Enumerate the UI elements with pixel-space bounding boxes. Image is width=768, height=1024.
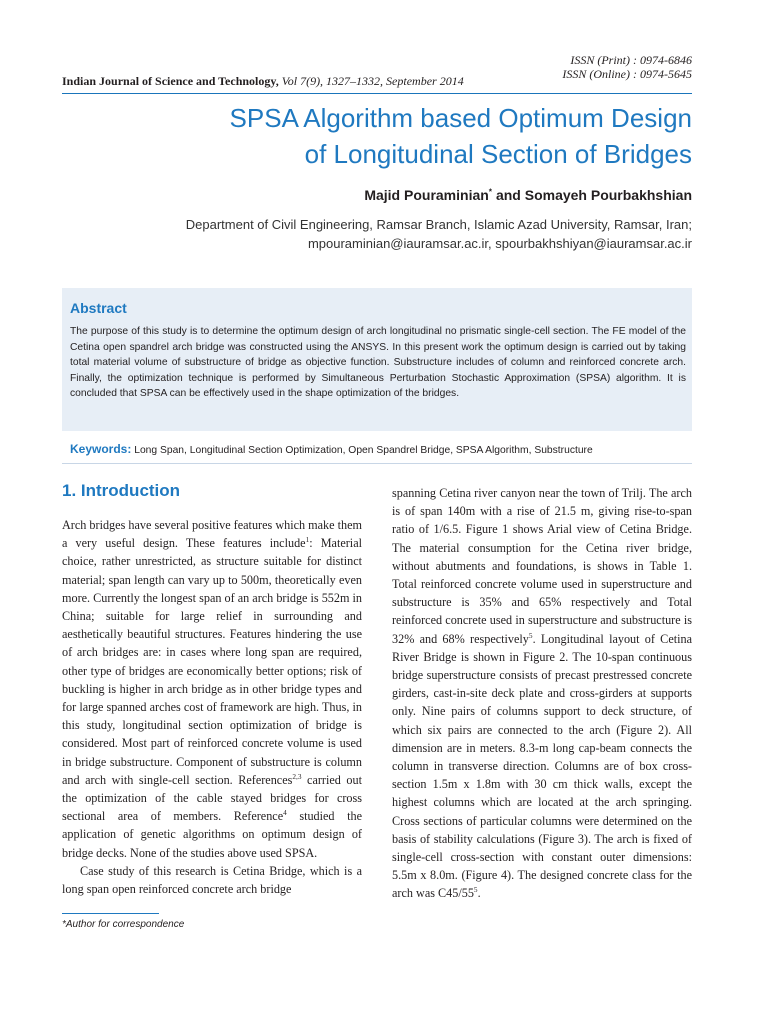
correspondence-mark: * [488, 186, 493, 197]
body-column-left [62, 516, 362, 898]
paragraph-text: studied the application of genetic algorithms on optimum design of bridge decks. None of the studies above used SPSA. [62, 809, 362, 860]
citation-ref[interactable]: 4 [283, 808, 287, 818]
citation-ref[interactable]: 5 [473, 885, 478, 895]
journal-name: Indian Journal of Science and Technology, [62, 74, 279, 88]
footnote: *Author for correspondence [62, 919, 185, 930]
issn-online: ISSN (Online) : 0974-5645 [562, 67, 692, 81]
paper-title [52, 100, 692, 172]
issn-print: ISSN (Print) : 0974-6846 [570, 53, 692, 67]
paragraph [392, 484, 692, 903]
abstract-text: The purpose of this study is to determine the optimum design of arch longitudinal no prismatic single-cell section. The FE model of the Cetina open spandrel arch bridge was constructed using the ANSYS. In this present work the optimum design is carried out by taking total material volume of substructure of bridge as objective function. Substructure includes of column and reinforced concrete arch. Finally, the optimization technique is performed by Simultaneous Perturbation Stochastic Approximation (SPSA) algorithm. It is concluded that SPSA can be effectively used in the shape optimization of the bridges. [70, 326, 686, 399]
paragraph-text: : Material choice, rather unrestricted, as structure suitable for distinct material; span length can vary up to 500m, theoretically even more. Currently the longest span of an arch bridge is 552m in China; suitable for large relief in surrounding and aesthetically beautiful structures. Features hindering the use of arch bridges are: in cases where long span are required, other type of bridges are economically better options; risk of buckling is higher in arch bridge as in other bridge types and for large spanned arches cost of framework are high. Thus, in this study, longitudinal section optimization of bridge is considered. Most part of reinforced concrete volume is used in bridge substructure. Component of substructure is column and arch with single-cell section. References [62, 536, 362, 787]
paragraph-text: spanning Cetina river canyon near the town of Trilj. The arch is of span 140m with a rise of 21.5 m, giving rise-to-span ratio of 1/6.5. Figure 1 shows Arial view of Cetina Bridge. The material consumption for the Cetina river bridge, without abutments and foundations, is shows in Table 1. Total reinforced concrete volume used in superstructure and substructure is 35% and 65% respectively and Total reinforced concrete used in superstructure and substructure is 32% and 68% respectively [392, 486, 692, 646]
header-divider [62, 93, 692, 94]
journal-issue: Vol 7(9), 1327–1332, September 2014 [278, 74, 464, 88]
keywords-divider [62, 463, 692, 464]
journal-citation [62, 74, 464, 89]
body-column-right [392, 484, 692, 903]
keywords [70, 442, 690, 456]
footnote-divider [62, 913, 159, 914]
author-list [364, 187, 692, 203]
title-line-2: of Longitudinal Section of Bridges [304, 139, 692, 169]
citation-ref[interactable]: 5 [528, 630, 533, 640]
paragraph [62, 516, 362, 862]
affiliation-emails[interactable]: mpouraminian@iauramsar.ac.ir, spourbakhshiyan@iauramsar.ac.ir [307, 236, 692, 251]
affiliation [52, 215, 692, 253]
abstract-heading: Abstract [70, 300, 127, 316]
paragraph-text: Arch bridges have several positive features which make them a very useful design. These features include [62, 518, 362, 551]
keywords-label: Keywords: [70, 442, 132, 456]
author-1: Majid Pouraminian [364, 187, 489, 203]
author-2: and Somayeh Pourbakhshian [492, 187, 692, 203]
keywords-text: Long Span, Longitudinal Section Optimization, Open Spandrel Bridge, SPSA Algorithm, Substructure [131, 445, 593, 456]
section-heading-introduction: 1. Introduction [62, 481, 181, 500]
issn-block [562, 53, 692, 81]
paragraph-text: . Longitudinal layout of Cetina River Bridge is shown in Figure 2. The 10-span continuous bridge superstructure consists of precast prestressed concrete girders, cast-in-site deck plate and cross-girders at supports only. Nine pairs of columns support to deck structure, of which six pairs are connected to the arch (Figure 2). All dimension are in meters. 8.3-m long cap-beam connects the column in transverse direction. Columns are of box cross-section 1.5m x 1.8m with 30 cm thick walls, except the highest columns which are located at the arch springing. Cross sections of particular columns were determined on the basis of stability calculations (Figure 3). The arch is fixed of single-cell cross-section with constant outer dimensions: 5.5m x 8.0m. (Figure 4). The designed concrete class for the arch was C45/55 [392, 631, 692, 901]
citation-ref[interactable]: 1 [305, 535, 310, 545]
paragraph: Case study of this research is Cetina Bridge, which is a long span open reinforced concrete arch bridge [62, 863, 362, 897]
paragraph-text: carried out the optimization of the cable stayed bridges for cross sectional area of members. Reference [62, 772, 362, 824]
citation-ref[interactable]: 2,3 [292, 771, 302, 781]
affiliation-institution: Department of Civil Engineering, Ramsar Branch, Islamic Azad University, Ramsar, Iran; [185, 217, 692, 232]
paragraph-text: . [477, 886, 481, 901]
title-line-1: SPSA Algorithm based Optimum Design [229, 103, 692, 133]
